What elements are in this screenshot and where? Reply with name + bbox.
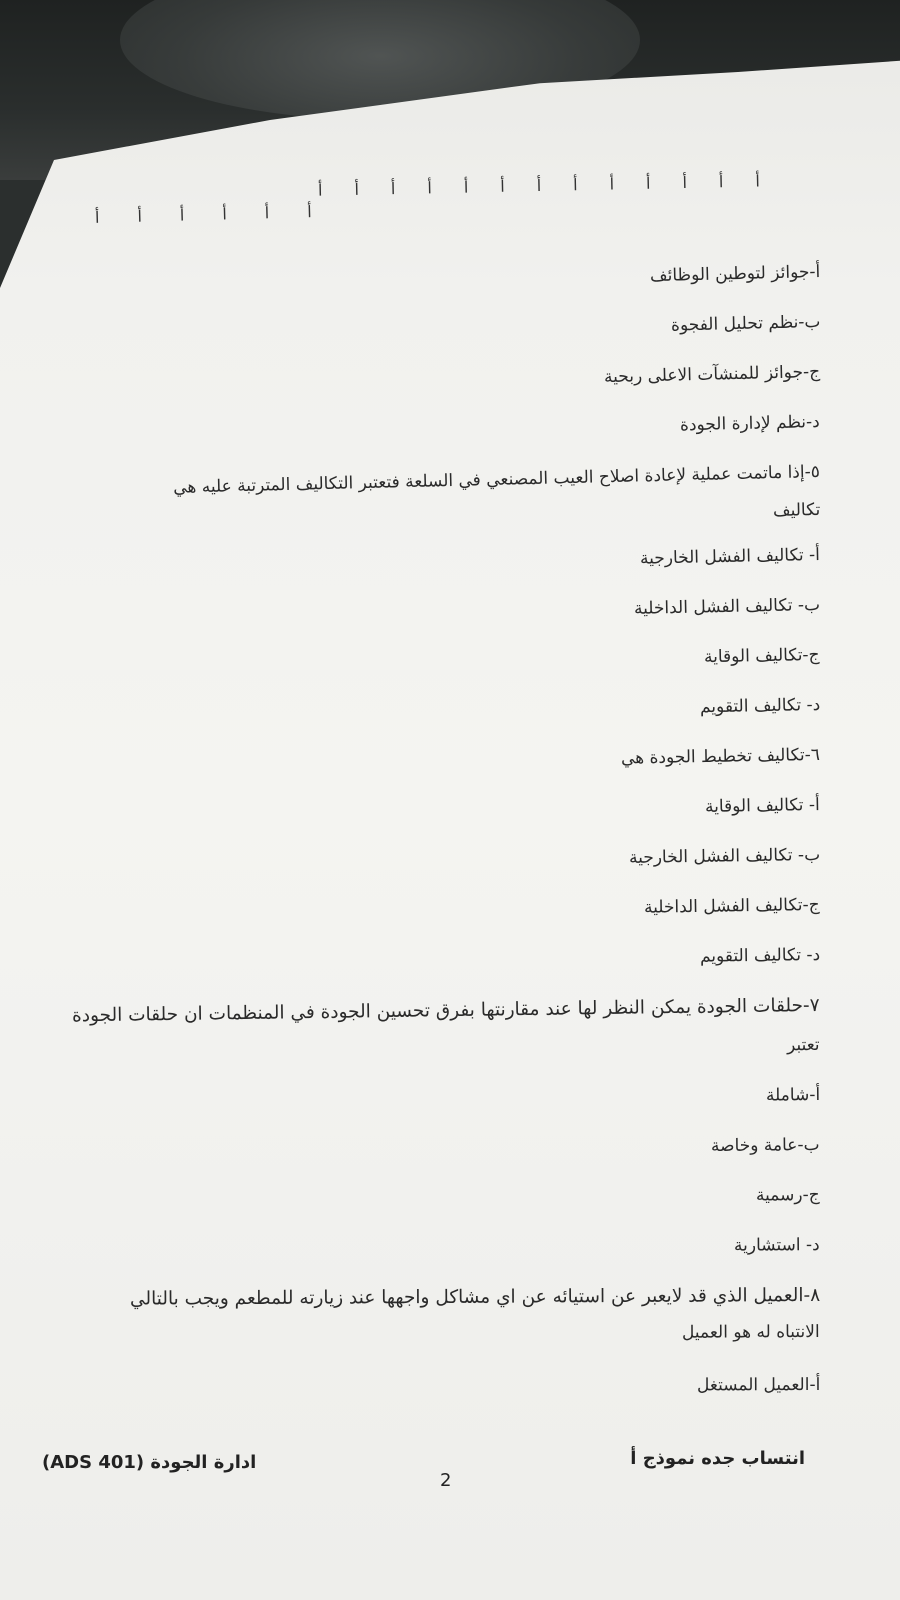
answer-mark: أ (317, 180, 323, 200)
answer-mark: أ (500, 176, 506, 196)
answer-mark: أ (427, 178, 433, 198)
question-8-continuation: الانتباه له هو العميل (682, 1322, 821, 1343)
question-7: ٧-حلقات الجودة يمكن النظر لها عند مقارنتها بفرق تحسين الجودة في المنظمات ان حلقات الجودة (72, 995, 821, 1027)
answer-mark: أ (179, 205, 185, 225)
footer-exam-label: انتساب جده نموذج أ (630, 1448, 805, 1469)
answer-mark: أ (354, 179, 360, 199)
option-a: أ-العميل المستغل (696, 1375, 821, 1396)
option-c: ج-رسمية (756, 1185, 821, 1206)
option-a: أ- تكاليف الوقاية (705, 795, 821, 818)
option-d: د-نظم لإدارة الجودة (680, 412, 821, 436)
option-b: ب-نظم تحليل الفجوة (670, 312, 821, 336)
answer-mark: أ (264, 203, 270, 223)
answer-mark: أ (94, 207, 100, 227)
question-6: ٦-تكاليف تخطيط الجودة هي (620, 745, 821, 769)
question-5: ٥-إذا ماتمت عملية لإعادة اصلاح العيب المصنعي في السلعة فتعتبر التكاليف المترتبة عليه هي (173, 462, 821, 498)
answer-mark: أ (463, 177, 469, 197)
option-a: أ- تكاليف الفشل الخارجية (639, 545, 821, 569)
answer-mark: أ (645, 173, 651, 193)
answer-marks-row-2 (95, 202, 312, 227)
answer-mark: أ (390, 179, 396, 199)
answer-mark: أ (718, 172, 724, 192)
option-b: ب-عامة وخاصة (711, 1135, 821, 1157)
option-b: ب- تكاليف الفشل الخارجية (628, 845, 821, 869)
option-d: د- تكاليف التقويم (699, 695, 821, 718)
option-c: ج-تكاليف الفشل الداخلية (644, 895, 821, 918)
option-d: د- استشارية (734, 1235, 821, 1256)
answer-mark: أ (222, 204, 228, 224)
answer-mark: أ (755, 171, 761, 191)
question-7-continuation: تعتبر (787, 1035, 821, 1056)
answer-mark: أ (306, 202, 312, 222)
option-c: ج-جوائز للمنشآت الاعلى ربحية (603, 362, 821, 388)
option-b: ب- تكاليف الفشل الداخلية (633, 595, 821, 619)
option-a: أ-شاملة (765, 1085, 821, 1106)
option-a: أ-جوائز لتوطين الوظائف (649, 262, 821, 287)
footer-course-title: ادارة الجودة (ADS 401) (42, 1452, 257, 1473)
answer-marks-row-1 (318, 171, 760, 199)
answer-mark: أ (573, 175, 578, 195)
option-c: ج-تكاليف الوقاية (704, 645, 821, 668)
answer-mark: أ (137, 206, 143, 226)
answer-mark: أ (609, 174, 615, 194)
answer-mark: أ (536, 175, 542, 196)
page-number: 2 (440, 1470, 452, 1491)
answer-mark: أ (682, 172, 688, 192)
question-8: ٨-العميل الذي قد لايعبر عن استيائه عن اي مشاكل واجهها عند زيارته للمطعم ويجب بالتالي (129, 1285, 821, 1310)
option-d: د- تكاليف التقويم (699, 945, 821, 967)
question-5-continuation: تكاليف (772, 500, 821, 521)
